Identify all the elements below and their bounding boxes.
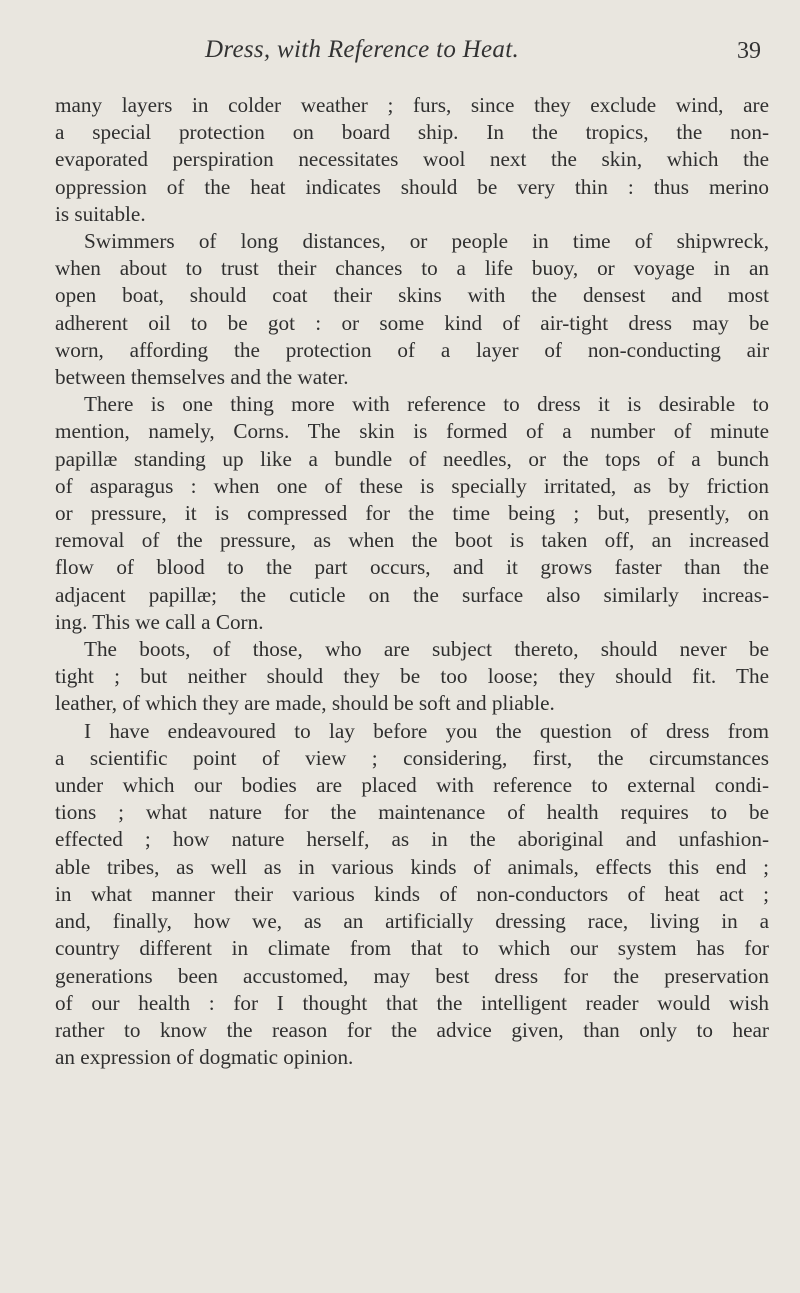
text-line: The boots, of those, who are subject thereto, should never be: [84, 637, 769, 662]
text-line: under which our bodies are placed with reference to external condi-: [55, 773, 769, 798]
text-line: adjacent papillæ; the cuticle on the surface also similarly increas-: [55, 582, 769, 607]
text-line: tight ; but neither should they be too loose; they should fit. The: [55, 664, 769, 689]
text-line: oppression of the heat indicates should be very thin : thus merino: [55, 174, 769, 199]
text-line: evaporated perspiration necessitates wool next the skin, which the: [55, 147, 769, 172]
text-line: mention, namely, Corns. The skin is formed of a number of minute: [55, 419, 769, 444]
text-line: open boat, should coat their skins with the densest and most: [55, 283, 769, 308]
text-line: generations been accustomed, may best dress for the preservation: [55, 963, 769, 988]
text-line: and, finally, how we, as an artificially dressing race, living in a: [55, 909, 769, 934]
text-line: country different in climate from that to which our system has for: [55, 936, 769, 961]
body-text: [55, 92, 769, 1071]
text-line: leather, of which they are made, should be soft and pliable.: [55, 691, 555, 716]
text-line: when about to trust their chances to a life buoy, or voyage in an: [55, 256, 769, 281]
text-line: able tribes, as well as in various kinds of animals, effects this end ;: [55, 854, 769, 879]
text-line: in what manner their various kinds of non-conductors of heat act ;: [55, 881, 769, 906]
text-line: many layers in colder weather ; furs, since they exclude wind, are: [55, 93, 769, 117]
text-line: a special protection on board ship. In the tropics, the non-: [55, 120, 769, 145]
text-line: of our health : for I thought that the intelligent reader would wish: [55, 990, 769, 1015]
paragraph: [55, 92, 769, 228]
paragraph: [55, 718, 769, 1072]
text-line: adherent oil to be got : or some kind of air-tight dress may be: [55, 310, 769, 335]
text-line: tions ; what nature for the maintenance of health requires to be: [55, 800, 769, 825]
text-line: Swimmers of long distances, or people in time of shipwreck,: [84, 229, 769, 254]
text-line: a scientific point of view ; considering, first, the circumstances: [55, 745, 769, 770]
text-line: of asparagus : when one of these is specially irritated, as by friction: [55, 473, 769, 498]
text-line: papillæ standing up like a bundle of needles, or the tops of a bunch: [55, 446, 769, 471]
text-line: rather to know the reason for the advice given, than only to hear: [55, 1017, 769, 1042]
paragraph: [55, 636, 769, 718]
paragraph: [55, 391, 769, 636]
text-line: or pressure, it is compressed for the time being ; but, presently, on: [55, 501, 769, 526]
page-number: 39: [737, 38, 761, 64]
text-line: worn, affording the protection of a layer of non-conducting air: [55, 337, 769, 362]
text-line: removal of the pressure, as when the boot is taken off, an increased: [55, 528, 769, 553]
text-line: is suitable.: [55, 201, 146, 226]
running-head-title: Dress, with Reference to Heat.: [205, 36, 520, 63]
text-line: ing. This we call a Corn.: [55, 609, 264, 634]
text-line: between themselves and the water.: [55, 365, 349, 390]
paragraph: [55, 228, 769, 391]
text-line: effected ; how nature herself, as in the aboriginal and unfashion-: [55, 827, 769, 852]
text-line: flow of blood to the part occurs, and it grows faster than the: [55, 555, 769, 580]
text-line: There is one thing more with reference to dress it is desirable to: [84, 392, 769, 417]
text-line: I have endeavoured to lay before you the question of dress from: [84, 718, 769, 743]
text-line: an expression of dogmatic opinion.: [55, 1045, 354, 1070]
